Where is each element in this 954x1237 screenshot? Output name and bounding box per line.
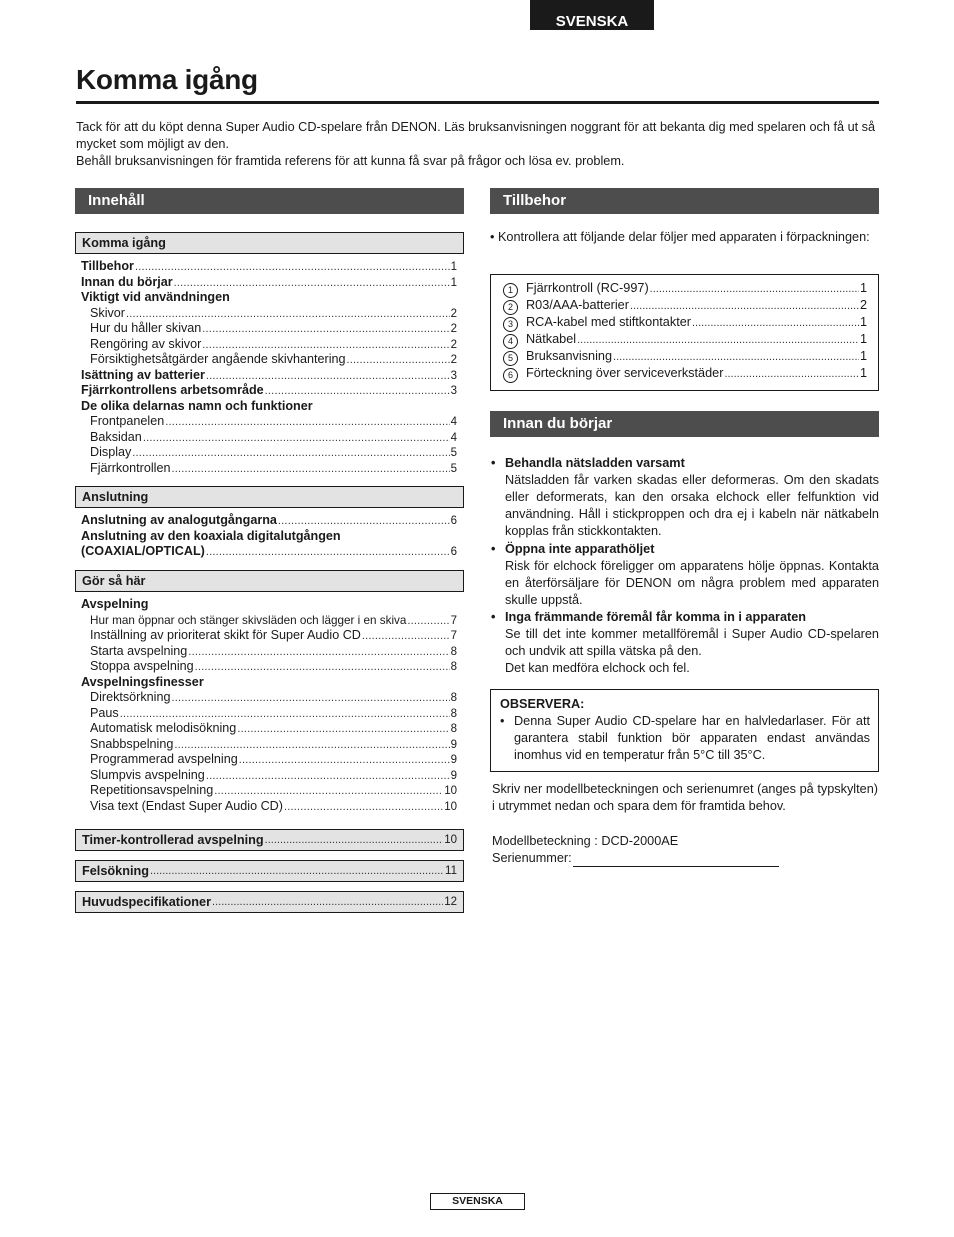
toc-item-timer-playback[interactable] [75, 829, 464, 851]
toc-item-label: Timer-kontrollerad avspelning [82, 833, 264, 847]
toc-item-label: De olika delarnas namn och funktioner [81, 398, 313, 413]
toc-item-label: Programmerad avspelning [90, 752, 238, 766]
accessory-number: 5 [503, 351, 518, 366]
toc-item-troubleshooting[interactable] [75, 860, 464, 882]
toc-item-page: 10 [444, 834, 457, 846]
serial-number-blank [573, 852, 779, 867]
accessory-label: Bruksanvisning [526, 349, 613, 363]
toc-item-label: Starta avspelning [90, 643, 188, 658]
accessory-leader-dots [577, 332, 859, 349]
toc-item-label: Repetitionsavspelning [90, 783, 214, 797]
safety-item-housing [491, 541, 879, 609]
toc-item[interactable] [81, 461, 457, 477]
toc-leader-dots [188, 645, 449, 661]
toc-item-page: 4 [450, 431, 457, 444]
toc-lines [75, 254, 464, 476]
toc-item-page: 7 [450, 614, 457, 627]
toc-lines [75, 508, 464, 560]
safety-item-power-cord [491, 455, 879, 540]
toc-item-label: Display [90, 445, 132, 459]
toc-item-page: 6 [450, 515, 457, 527]
toc-item[interactable] [81, 445, 457, 461]
toc-item-page: 8 [450, 723, 457, 735]
toc-item[interactable] [81, 383, 457, 399]
toc-item[interactable] [81, 414, 457, 430]
contents-heading [75, 188, 464, 214]
toc-item[interactable] [81, 768, 457, 784]
toc-item-page: 2 [450, 323, 457, 335]
toc-leader-dots [362, 629, 450, 645]
safety-item-foreign-objects [491, 609, 879, 677]
toc-section-title: Komma igång [75, 232, 464, 254]
toc-leader-dots [239, 753, 450, 769]
toc-leader-dots [202, 322, 449, 338]
safety-item-body: Se till det inte kommer metallföremål i Super Audio CD-spelaren och undvik att spilla vätska på den. [505, 627, 879, 658]
toc-item-label: Stoppa avspelning [90, 659, 194, 673]
toc-leader-dots [126, 307, 450, 323]
toc-item-page: 12 [444, 896, 457, 908]
toc-item [81, 597, 457, 613]
accessories-intro: • Kontrollera att följande delar följer med apparaten i förpackningen: [490, 230, 870, 244]
toc-item-label: Felsökning [82, 864, 149, 878]
toc-item-page: 8 [450, 645, 457, 658]
accessory-number: 2 [503, 300, 518, 315]
toc-leader-dots [135, 260, 450, 276]
intro-paragraph-2: Behåll bruksanvisningen för framtida referens för att kunna få svar på frågor och lösa ev. problem. [76, 153, 625, 168]
toc-section-title: Anslutning [75, 486, 464, 508]
toc-item-label: Inställning av prioriterat skikt för Super Audio CD [90, 628, 361, 642]
toc-lines [75, 592, 464, 814]
toc-item-label: Snabbspelning [90, 736, 174, 751]
toc-item-label: Baksidan [90, 429, 142, 444]
toc-item-page: 9 [450, 754, 457, 766]
accessory-label: RCA-kabel med stiftkontakter [526, 315, 691, 329]
safety-item-title: • Behandla nätsladden varsamt [491, 455, 879, 472]
toc-leader-dots [120, 707, 450, 723]
toc-section-how-to [75, 570, 464, 814]
accessory-quantity: 1 [859, 366, 867, 380]
toc-item[interactable] [81, 659, 457, 675]
accessory-quantity: 1 [859, 332, 867, 346]
serial-number-row [492, 850, 779, 867]
toc-item [81, 290, 457, 306]
before-use-heading [490, 411, 879, 437]
toc-item[interactable] [81, 321, 457, 337]
toc-item-label: Avspelning [81, 597, 149, 611]
toc-item-label: Anslutning av analogutgångarna [81, 513, 277, 527]
accessory-item [503, 331, 867, 348]
toc-leader-dots [214, 784, 443, 800]
toc-item[interactable] [81, 613, 457, 629]
toc-item-label: (COAXIAL/OPTICAL) [81, 544, 205, 558]
model-number: Modellbeteckning : DCD-2000AE [492, 834, 679, 848]
toc-item[interactable] [81, 783, 457, 799]
toc-leader-dots [347, 353, 450, 369]
toc-item[interactable] [81, 306, 457, 322]
toc-item-label: Rengöring av skivor [90, 336, 202, 351]
toc-item[interactable] [81, 752, 457, 768]
toc-item-page: 10 [444, 800, 457, 813]
toc-item-page: 5 [450, 447, 457, 459]
accessory-leader-dots [724, 366, 859, 383]
toc-item-label: Paus [90, 705, 119, 720]
toc-item[interactable] [81, 368, 457, 384]
toc-item[interactable] [81, 706, 457, 722]
accessory-label: Nätkabel [526, 332, 577, 346]
footer-language-tab [430, 1193, 525, 1210]
safety-item-body: Risk för elchock föreligger om apparatens hölje öppnas. Kontakta en återförsäljare för DENON om några problem med apparaten skulle uppstå. [505, 559, 879, 607]
safety-item-body-2: Det kan medföra elchock och fel. [505, 661, 690, 675]
toc-section-connection [75, 486, 464, 560]
caution-title: OBSERVERA: [500, 697, 585, 711]
toc-item[interactable] [81, 513, 457, 529]
caution-box [490, 689, 879, 772]
toc-item-page: 11 [445, 865, 457, 877]
accessory-item [503, 348, 867, 365]
toc-section-getting-started [75, 232, 464, 476]
toc-item-label: Avspelningsfinesser [81, 674, 204, 689]
toc-leader-dots [206, 369, 450, 385]
title-rule [76, 101, 879, 104]
accessory-quantity: 1 [859, 281, 867, 295]
toc-item-page: 2 [450, 338, 457, 351]
language-tab-label: SVENSKA [555, 13, 629, 30]
toc-item-page: 1 [450, 276, 457, 289]
toc-item[interactable] [81, 799, 457, 815]
toc-leader-dots [172, 691, 450, 707]
toc-leader-dots [150, 865, 444, 877]
accessories-heading-label: Tillbehor [503, 192, 567, 209]
toc-item [81, 399, 457, 415]
toc-item-page: 2 [450, 354, 457, 366]
serial-number-label: Serienummer: [492, 851, 572, 865]
toc-leader-dots [407, 614, 449, 630]
toc-item-label: Skivor [90, 305, 125, 320]
footer-language-label: SVENSKA [452, 1195, 503, 1207]
toc-item[interactable] [81, 644, 457, 660]
toc-item-label: Hur man öppnar och stänger skivsläden och lägger i en skiva [90, 613, 407, 627]
toc-item-page: 8 [450, 707, 457, 720]
toc-item-page: 1 [450, 261, 457, 273]
toc-section-title: Gör så här [75, 570, 464, 592]
toc-leader-dots [212, 896, 443, 908]
intro-paragraph-1: Tack för att du köpt denna Super Audio CD-spelare från DENON. Läs bruksanvisningen noggrant för att bekanta dig med spelaren och få ut så mycket som möjligt av den. [76, 120, 876, 151]
toc-leader-dots [174, 738, 449, 754]
toc-leader-dots [174, 276, 450, 292]
toc-leader-dots [165, 415, 449, 431]
toc-leader-dots [278, 514, 450, 530]
toc-item-label: Direktsörkning [90, 690, 171, 704]
toc-item-specifications[interactable] [75, 891, 464, 913]
intro-text [76, 119, 886, 169]
accessory-quantity: 2 [859, 298, 867, 312]
accessory-number: 4 [503, 334, 518, 349]
toc-item[interactable] [81, 737, 457, 753]
toc-item-page: 9 [450, 769, 457, 782]
toc-item[interactable] [81, 337, 457, 353]
safety-item-body: Nätsladden får varken skadas eller deformeras. Om den skadats eller deformerats, kan den orsaka elchock eller felfunktion vid användning. Håll i stickproppen och dra ej i kabeln när nätkabeln kopplas från stickkontakten. [505, 473, 879, 538]
toc-item-label: Slumpvis avspelning [90, 767, 205, 782]
toc-leader-dots [195, 660, 450, 676]
toc-item-page: 9 [450, 738, 457, 751]
toc-item-label: Tillbehor [81, 259, 134, 273]
toc-item-label: Viktigt vid användningen [81, 290, 230, 304]
toc-item[interactable] [81, 628, 457, 644]
language-tab [530, 0, 654, 30]
toc-item-label: Huvudspecifikationer [82, 895, 212, 909]
toc-leader-dots [202, 338, 449, 354]
toc-item-page: 2 [450, 307, 457, 320]
toc-leader-dots [172, 462, 450, 478]
toc-item-label: Isättning av batterier [81, 367, 205, 382]
accessory-item [503, 314, 867, 331]
toc-item[interactable] [81, 275, 457, 291]
toc-item-page: 10 [444, 785, 457, 797]
toc-leader-dots [132, 446, 449, 462]
toc-item-page: 3 [450, 385, 457, 397]
toc-item-label: Försiktighetsåtgärder angående skivhantering [90, 352, 346, 366]
toc-item-label: Fjärrkontrollens arbetsområde [81, 383, 264, 397]
safety-item-title: • Öppna inte apparathöljet [491, 541, 879, 558]
page-title: Komma igång [76, 64, 258, 95]
accessories-heading [490, 188, 879, 214]
toc-item[interactable] [81, 544, 457, 560]
before-use-heading-label: Innan du börjar [503, 415, 613, 432]
toc-item-page: 4 [450, 416, 457, 428]
toc-item-page: 7 [450, 630, 457, 642]
accessory-label: Fjärrkontroll (RC-997) [526, 281, 649, 295]
toc-item [81, 529, 457, 545]
toc-leader-dots [265, 834, 444, 846]
toc-item[interactable] [81, 352, 457, 368]
toc-item-label: Automatisk melodisökning [90, 721, 237, 735]
toc-item-label: Visa text (Endast Super Audio CD) [90, 798, 283, 813]
contents-heading-label: Innehåll [88, 192, 145, 209]
accessory-leader-dots [650, 281, 859, 298]
toc-item-page: 8 [450, 661, 457, 673]
toc-item[interactable] [81, 721, 457, 737]
toc-item-page: 3 [450, 369, 457, 382]
toc-leader-dots [265, 384, 450, 400]
toc-leader-dots [237, 722, 449, 738]
record-instructions: Skriv ner modellbeteckningen och serienumret (anges på typskylten) i utrymmet nedan och spara dem för framtida behov. [492, 782, 878, 813]
toc-item-page: 5 [450, 462, 457, 475]
toc-item-label: Innan du börjar [81, 274, 173, 289]
toc-leader-dots [206, 769, 450, 785]
accessory-item [503, 280, 867, 297]
toc-item-label: Anslutning av den koaxiala digitalutgången [81, 528, 341, 543]
accessory-label: Förteckning över serviceverkstäder [526, 366, 724, 380]
toc-leader-dots [143, 431, 450, 447]
toc-item-page: 6 [450, 546, 457, 558]
toc-leader-dots [284, 800, 443, 816]
toc-item-label: Fjärrkontrollen [90, 460, 171, 475]
accessory-quantity: 1 [859, 349, 867, 363]
accessory-number: 3 [503, 317, 518, 332]
safety-item-title: • Inga främmande föremål får komma in i apparaten [491, 609, 879, 626]
accessory-leader-dots [630, 298, 859, 315]
accessory-quantity: 1 [859, 315, 867, 329]
toc-item[interactable] [81, 259, 457, 275]
accessory-item [503, 297, 867, 314]
toc-item [81, 675, 457, 691]
accessory-number: 6 [503, 368, 518, 383]
toc-item[interactable] [81, 430, 457, 446]
accessory-leader-dots [613, 349, 859, 366]
caution-body: • Denna Super Audio CD-spelare har en halvledarlaser. För att garantera stabil funktion bör apparaten endast användas inomhus vid en temperatur från 5°C till 35°C. [500, 713, 870, 764]
toc-item-label: Hur du håller skivan [90, 321, 202, 335]
accessory-item [503, 365, 867, 382]
accessories-list [490, 274, 879, 391]
toc-item[interactable] [81, 690, 457, 706]
accessory-number: 1 [503, 283, 518, 298]
toc-item-label: Frontpanelen [90, 414, 165, 428]
toc-item-page: 8 [450, 692, 457, 704]
accessory-leader-dots [692, 315, 859, 332]
accessory-label: R03/AAA-batterier [526, 298, 629, 312]
toc-leader-dots [206, 545, 450, 561]
